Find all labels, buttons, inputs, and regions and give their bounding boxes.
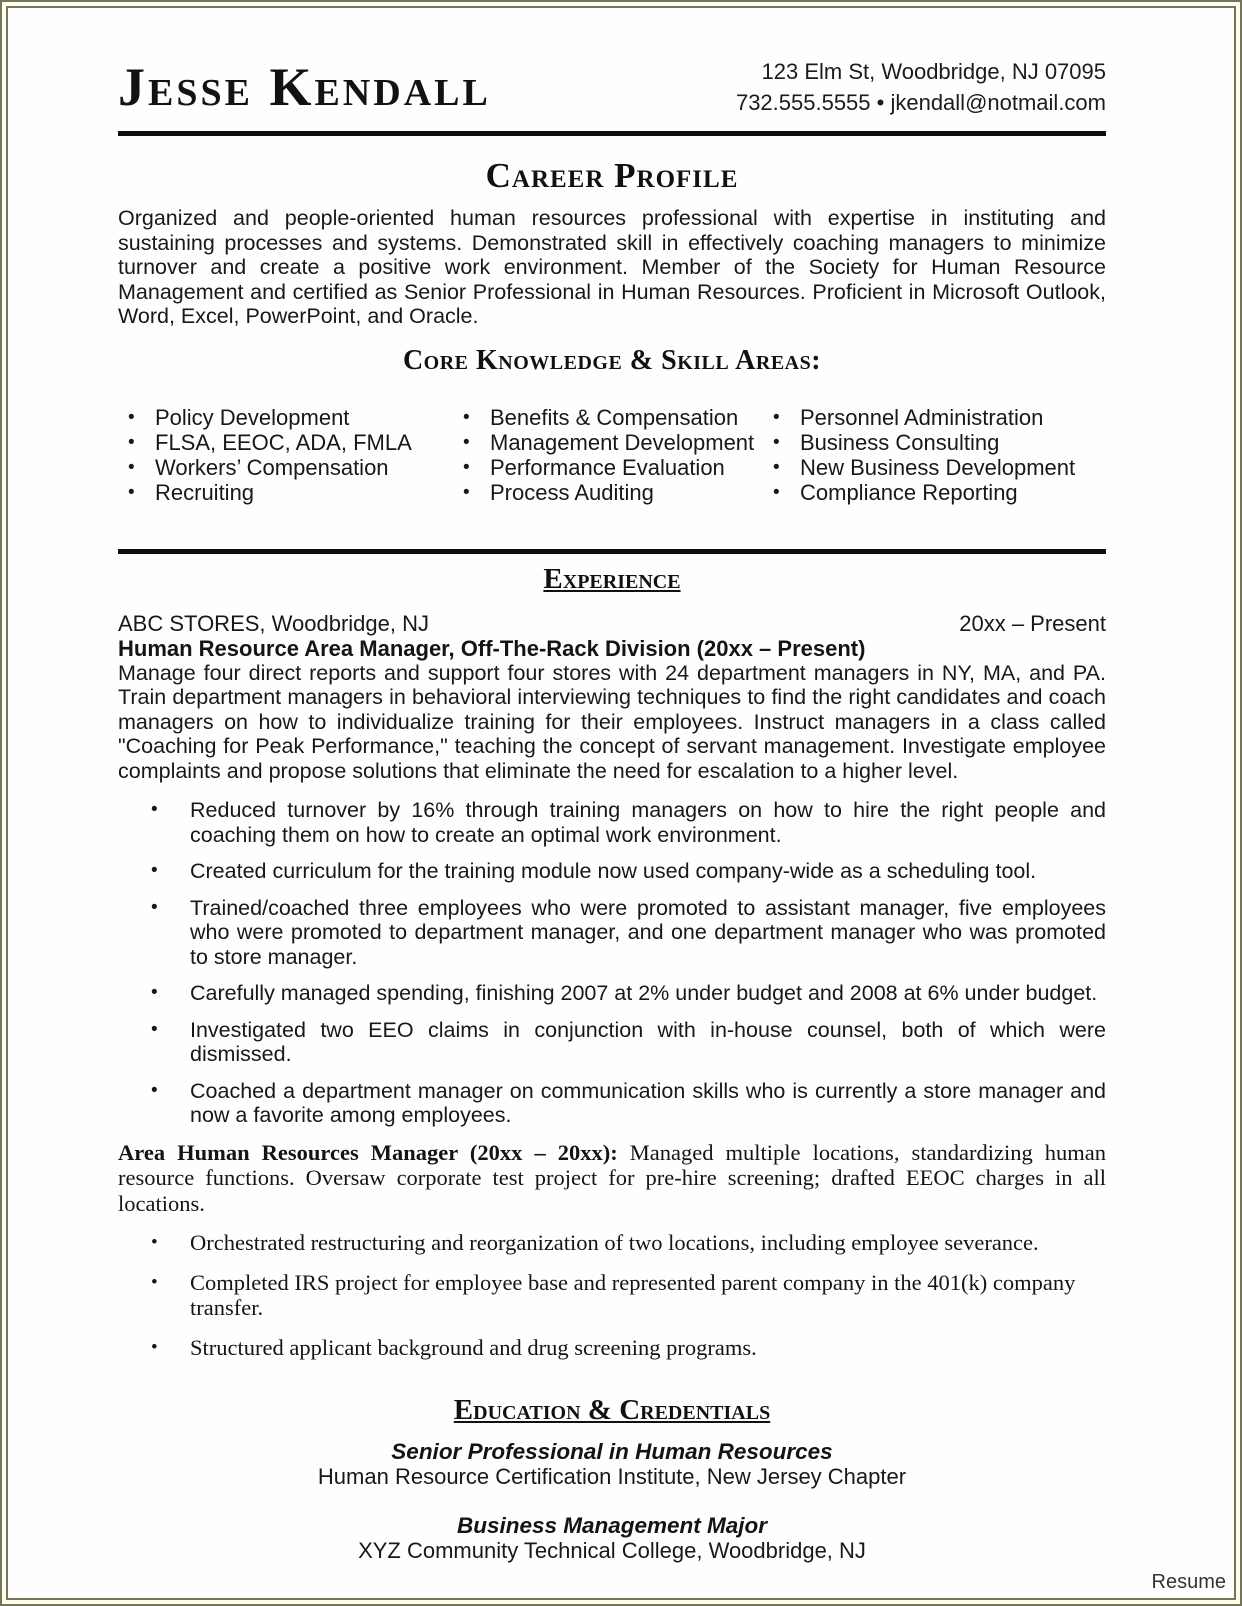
skill-item <box>763 455 1106 480</box>
skill-label: Benefits & Compensation <box>490 404 739 430</box>
header-divider <box>118 131 1106 136</box>
skill-item <box>453 405 763 430</box>
bullet-icon: • <box>128 481 135 503</box>
prior-role-title: Area Human Resources Manager (20xx – 20xx): <box>118 1139 618 1165</box>
degree-title: Business Management Major <box>456 1513 768 1538</box>
credential-title: Senior Professional in Human Resources <box>391 1439 833 1464</box>
skill-item <box>118 430 453 455</box>
education-entry <box>118 1439 1106 1489</box>
skill-label: Business Consulting <box>800 429 1000 455</box>
job-bullet <box>118 981 1106 1006</box>
skill-label: Personnel Administration <box>800 404 1044 430</box>
job-bullet <box>118 896 1106 970</box>
prior-role-summary: Managed multiple locations, standardizing human resource functions. Oversaw corporate test project for pre-hire screening; drafted EEOC charges in all locations. <box>118 1139 1106 1216</box>
job-bullet-text: Reduced turnover by 16% through training managers on how to hire the right people and coaching them on how to create an optimal work environment. <box>190 798 1106 847</box>
bullet-icon: • <box>463 406 470 428</box>
company-row <box>118 611 1106 636</box>
skill-item <box>118 405 453 430</box>
bullet-icon: • <box>151 799 158 820</box>
address-line: 123 Elm St, Woodbridge, NJ 07095 <box>761 59 1106 84</box>
company-name: ABC STORES, Woodbridge, NJ <box>118 610 429 636</box>
bullet-icon: • <box>151 1336 158 1358</box>
degree-org: XYZ Community Technical College, Woodbridge, NJ <box>358 1538 866 1563</box>
phone-email-line: 732.555.5555 • jkendall@notmail.com <box>735 90 1106 115</box>
skill-label: Performance Evaluation <box>490 454 725 480</box>
skill-label: New Business Development <box>800 454 1076 480</box>
skills-grid <box>118 405 1106 505</box>
bullet-icon: • <box>773 406 780 428</box>
bullet-icon: • <box>128 406 135 428</box>
skill-label: Workers’ Compensation <box>155 454 389 480</box>
skill-item <box>453 455 763 480</box>
job-bullet-text: Trained/coached three employees who were promoted to assistant manager, five employees who were promoted to department manager, and one department manager who was promoted to store manager. <box>190 895 1106 969</box>
job-bullet <box>118 1079 1106 1128</box>
resume-content <box>8 8 1234 1563</box>
prior-role-bullet <box>118 1270 1106 1321</box>
bullet-icon: • <box>128 456 135 478</box>
contact-block <box>736 56 1106 118</box>
job-bullet <box>118 1018 1106 1067</box>
skill-item <box>118 455 453 480</box>
education-entry <box>118 1513 1106 1563</box>
bullet-icon: • <box>463 456 470 478</box>
person-name: Jesse Kendall <box>118 57 491 117</box>
skill-label: Management Development <box>490 429 755 455</box>
skill-label: Recruiting <box>155 479 255 505</box>
job-bullet-list <box>118 798 1106 1128</box>
bullet-icon: • <box>151 1271 158 1293</box>
education-heading: Education & Credentials <box>453 1394 771 1426</box>
skill-item <box>763 480 1106 505</box>
bullet-icon: • <box>463 431 470 453</box>
experience-heading: Experience <box>543 562 681 595</box>
employment-dates: 20xx – Present <box>959 610 1106 636</box>
bullet-icon: • <box>773 481 780 503</box>
bullet-icon: • <box>773 431 780 453</box>
prior-role-bullet-text: Orchestrated restructuring and reorganization of two locations, including employee severance. <box>190 1230 1039 1255</box>
job-bullet-text: Coached a department manager on communication skills who is currently a store manager and now a favorite among employees. <box>190 1078 1106 1127</box>
job-bullet-text: Carefully managed spending, finishing 2007 at 2% under budget and 2008 at 6% under budget. <box>190 981 1098 1005</box>
bullet-icon: • <box>151 1079 158 1101</box>
skill-item <box>763 430 1106 455</box>
prior-role-bullet-text: Structured applicant background and drug screening programs. <box>190 1334 757 1360</box>
skill-item <box>453 430 763 455</box>
career-profile-text: Organized and people-oriented human resources professional with expertise in instituting and sustaining processes and systems. Demonstrated skill in effectively coaching managers to minimize turnover and create a positive work environment. Member of the Society for Human Resource Management and certified as Senior Professional in Human Resources. Proficient in Microsoft Outlook, Word, Excel, PowerPoint, and Oracle. <box>118 206 1106 328</box>
header <box>118 56 1106 118</box>
job-bullet <box>118 798 1106 847</box>
skill-item <box>453 480 763 505</box>
bullet-icon: • <box>151 860 158 881</box>
career-profile-heading: Career Profile <box>485 156 739 195</box>
skill-label: Process Auditing <box>490 479 654 505</box>
skill-label: Compliance Reporting <box>800 479 1018 505</box>
skill-item <box>118 480 453 505</box>
resume-page <box>6 6 1236 1600</box>
bullet-icon: • <box>151 1018 158 1040</box>
prior-role-bullet <box>118 1230 1106 1256</box>
skills-column-2 <box>453 405 763 505</box>
bullet-icon: • <box>151 1232 158 1253</box>
job-bullet-text: Created curriculum for the training module now used company-wide as a scheduling tool. <box>190 859 1037 883</box>
resume-watermark-label: Resume <box>1151 1571 1226 1593</box>
job-title: Human Resource Area Manager, Off-The-Rack Division (20xx – Present) <box>118 635 866 661</box>
core-skills-heading: Core Knowledge & Skill Areas: <box>402 344 822 376</box>
prior-role-bullet-list <box>118 1230 1106 1360</box>
skill-label: Policy Development <box>155 404 350 430</box>
bullet-icon: • <box>151 982 158 1003</box>
skills-column-1 <box>118 405 453 505</box>
job-summary: Manage four direct reports and support four stores with 24 department managers in NY, MA, and PA. Train department managers in behavioral interviewing techniques to find the right candidates and coach managers on how to individualize training for their employees. Instruct managers in a class called "Coaching for Peak Performance," teaching the concept of servant management. Investigate employee complaints and propose solutions that eliminate the need for escalation to a higher level. <box>118 660 1106 783</box>
job-bullet <box>118 859 1106 884</box>
bullet-icon: • <box>463 481 470 503</box>
skills-column-3 <box>763 405 1106 505</box>
section-divider <box>118 549 1106 554</box>
prior-role-paragraph <box>118 1140 1106 1217</box>
bullet-icon: • <box>128 431 135 453</box>
job-bullet-text: Investigated two EEO claims in conjunction with in-house counsel, both of which were dismissed. <box>190 1017 1106 1066</box>
skill-label: FLSA, EEOC, ADA, FMLA <box>155 429 412 455</box>
bullet-icon: • <box>773 456 780 478</box>
bullet-icon: • <box>151 896 158 918</box>
credential-org: Human Resource Certification Institute, New Jersey Chapter <box>317 1464 907 1489</box>
skill-item <box>763 405 1106 430</box>
prior-role-bullet <box>118 1335 1106 1361</box>
prior-role-bullet-text: Completed IRS project for employee base and represented parent company in the 401(k) company transfer. <box>190 1269 1076 1320</box>
